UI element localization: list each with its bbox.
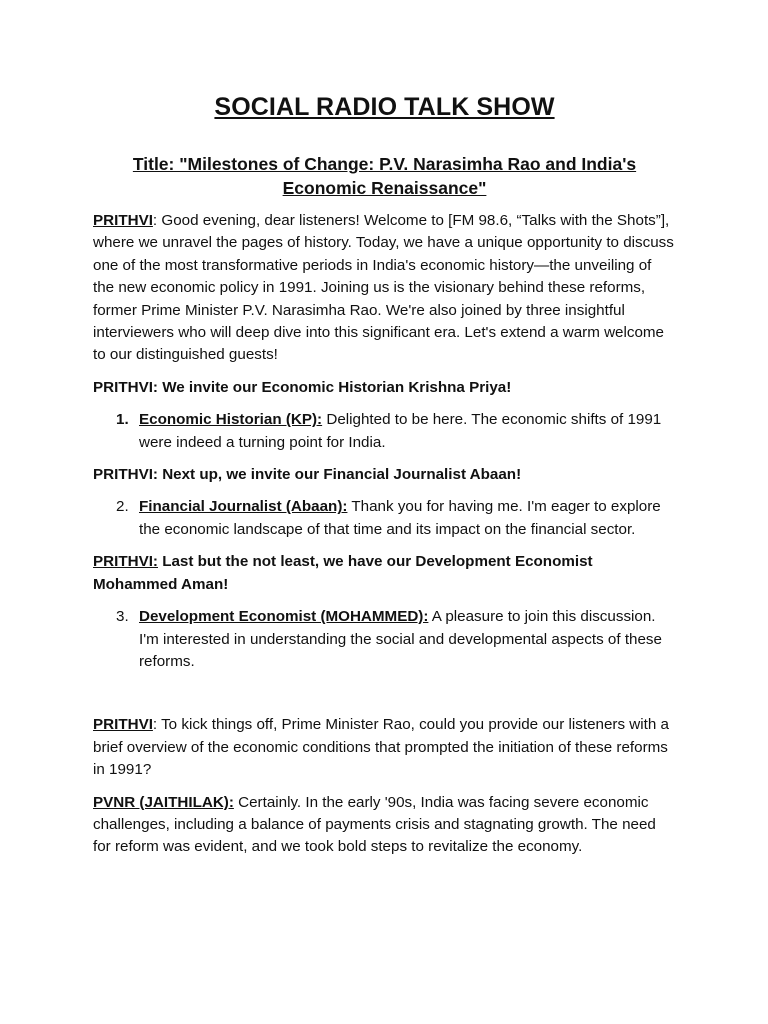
speaker-journalist: Financial Journalist (Abaan): xyxy=(139,498,348,516)
intro-colon: : xyxy=(152,212,162,229)
question-paragraph xyxy=(93,714,676,781)
speaker-historian: Economic Historian (KP): xyxy=(139,411,323,429)
speaker-prithvi: PRITHVI: xyxy=(93,553,158,571)
invite-journalist: PRITHVI: Next up, we invite our Financial Journalist Abaan! xyxy=(93,466,522,484)
answer-paragraph xyxy=(93,792,676,859)
speaker-prithvi: PRITHVI xyxy=(93,716,153,734)
list-number: 3. xyxy=(116,608,129,626)
answer-text: Certainly. In the early '90s, India was facing severe economic challenges, including a balance of payments crisis and stagnating growth. The need for reform was evident, and we took bold steps to revitalize the economy. xyxy=(93,793,656,856)
historian-text: Delighted to be here. The economic shifts of 1991 were indeed a turning point for India. xyxy=(139,411,662,451)
speaker-pvnr: PVNR (JAITHILAK): xyxy=(93,793,234,811)
guest-journalist-item xyxy=(93,496,676,541)
list-number: 2. xyxy=(116,498,129,516)
intro-paragraph xyxy=(93,210,676,367)
journalist-text: Thank you for having me. I'm eager to explore the economic landscape of that time and its impact on the financial sector. xyxy=(139,498,661,538)
invite-economist-text: Last but the not least, we have our Development Economist Mohammed Aman! xyxy=(93,553,593,593)
guest-historian-item xyxy=(93,409,676,454)
invite-historian: PRITHVI: We invite our Economic Historian Krishna Priya! xyxy=(93,378,512,396)
intro-text: Good evening, dear listeners! Welcome to [FM 98.6, “Talks with the Shots”], where we unravel the pages of history. Today, we have a unique opportunity to discuss one of the most transformative periods in India's economic history—the unveiling of the new economic policy in 1991. Joining us is the visionary behind these reforms, former Prime Minister P.V. Narasimha Rao. We're also joined by three insightful interviewers who will deep dive into this significant era. Let's extend a warm welcome to our distinguished guests! xyxy=(93,212,674,364)
show-title: Title: "Milestones of Change: P.V. Narasimha Rao and India's Economic Renaissance" xyxy=(132,154,637,198)
economist-text: A pleasure to join this discussion. I'm interested in understanding the social and developmental aspects of these reforms. xyxy=(139,608,662,670)
speaker-prithvi: PRITHVI xyxy=(93,212,153,229)
guest-economist-item xyxy=(93,606,676,673)
speaker-economist: Development Economist (MOHAMMED): xyxy=(139,608,429,626)
document-heading: SOCIAL RADIO TALK SHOW xyxy=(214,93,555,121)
question-text: : To kick things off, Prime Minister Rao, could you provide our listeners with a brief overview of the economic conditions that prompted the initiation of these reforms in 1991? xyxy=(93,716,669,779)
invite-economist xyxy=(93,551,676,596)
list-number: 1. xyxy=(116,411,129,429)
